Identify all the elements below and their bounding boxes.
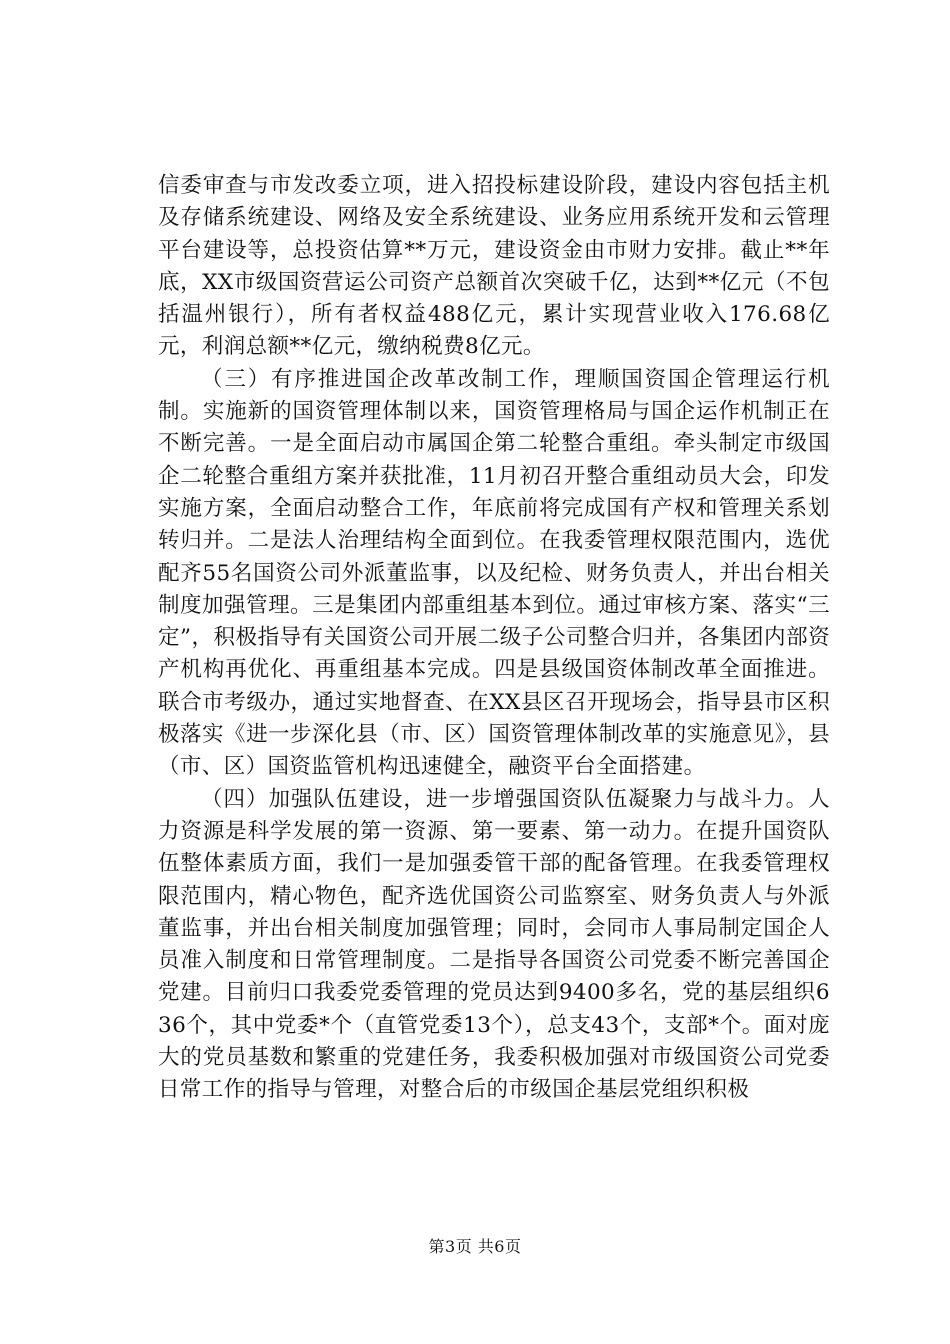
paragraph-continued-investment: 信委审查与市发改委立项，进入招投标建设阶段，建设内容包括主机及存储系统建设、网络及安全系统建设、业务应用系统开发和云管理平台建设等，总投资估算**万元，建设资金由市财力安排。截止**年底，XX市级国资营运公司资产总额首次突破千亿，达到**亿元（不包括温州银行），所有者权益488亿元，累计实现营业收入176.68亿元，利润总额**亿元，缴纳税费8亿元。: [158, 173, 830, 360]
paragraph-section-three-reform: （三）有序推进国企改革改制工作，理顺国资国企管理运行机制。实施新的国资管理体制以来，国资管理格局与国企运作机制正在不断完善。一是全面启动市属国企第二轮整合重组。牵头制定市级国企二轮整合重组方案并获批准，11月初召开整合重组动员大会，印发实施方案，全面启动整合工作，年底前将完成国有产权和管理关系划转归并。二是法人治理结构全面到位。在我委管理权限范围内，选优配齐55名国资公司外派董监事，以及纪检、财务负责人，并出台相关制度加强管理。三是集团内部重组基本到位。通过审核方案、落实“三定”，积极指导有关国资公司开展二级子公司整合归并，各集团内部资产机构再优化、再重组基本完成。四是县级国资体制改革全面推进。联合市考级办，通过实地督查、在XX县区召开现场会，指导县市区积极落实《进一步深化县（市、区）国资管理体制改革的实施意见》，县（市、区）国资监管机构迅速健全，融资平台全面搭建。: [158, 366, 830, 780]
document-body: [158, 170, 830, 1107]
page-number-footer: 第3页 共6页: [428, 1237, 522, 1256]
paragraph-section-four-team-building: （四）加强队伍建设，进一步增强国资队伍凝聚力与战斗力。人力资源是科学发展的第一资源、第一要素、第一动力。在提升国资队伍整体素质方面，我们一是加强委管干部的配备管理。在我委管理权限范围内，精心物色，配齐选优国资公司监察室、财务负责人与外派董监事，并出台相关制度加强管理；同时，会同市人事局制定国企人员准入制度和日常管理制度。二是指导各国资公司党委不断完善国企党建。目前归口我委党委管理的党员达到9400多名，党的基层组织636个，其中党委*个（直管党委13个），总支43个，支部*个。面对庞大的党员基数和繁重的党建任务，我委积极加强对市级国资公司党委日常工作的指导与管理，对整合后的市级国企基层党组织积极: [158, 786, 830, 1103]
